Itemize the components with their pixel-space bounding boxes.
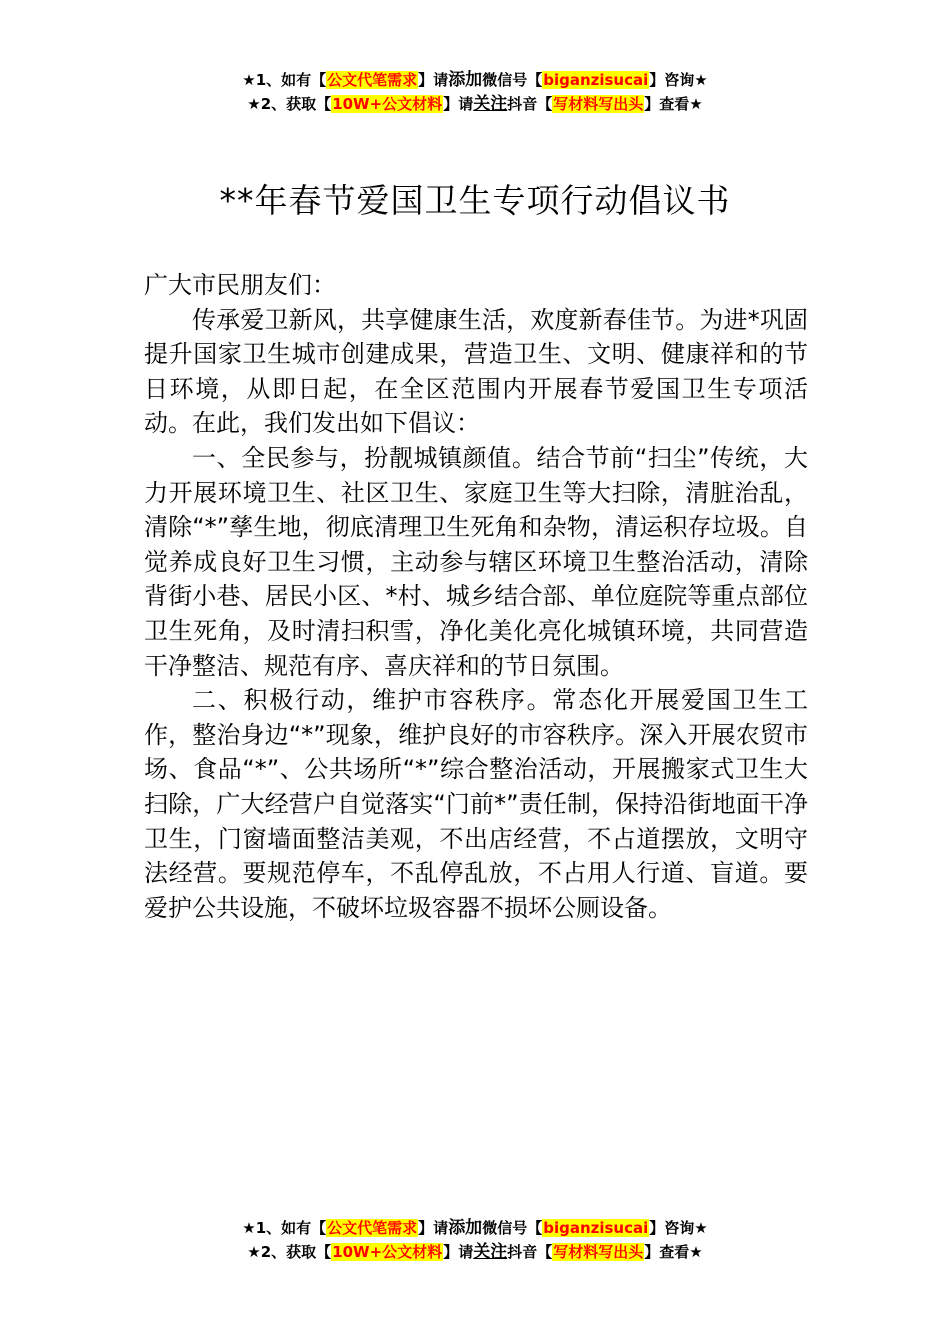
highlight-materials: 10W+公文材料 xyxy=(332,1243,443,1261)
document-title: **年春节爱国卫生专项行动倡议书 xyxy=(219,181,731,220)
highlight-service: 公文代笔需求 xyxy=(327,1219,418,1237)
highlight-douyin: 写材料写出头 xyxy=(553,1243,644,1261)
promo-line-2: ★2、获取【10W+公文材料】请关注抖音【写材料写出头】查看★ xyxy=(247,94,703,114)
paragraph-point-1: 一、全民参与，扮靓城镇颜值。结合节前“扫尘”传统，大力开展环境卫生、社区卫生、家庭卫生等大扫除，清脏治乱，清除“*”孳生地，彻底清理卫生死角和杂物，清运积存垃圾。自觉养成良好卫生习惯，主动参与辖区环境卫生整治活动，清除背街小巷、居民小区、*村、城乡结合部、单位庭院等重点部位卫生死角，及时清扫积雪，净化美化亮化城镇环境，共同营造干净整洁、规范有序、喜庆祥和的节日氛围。 xyxy=(144,443,808,680)
highlight-wechat-id: biganzisucai xyxy=(543,71,649,89)
promo-footer xyxy=(0,1216,950,1264)
highlight-service: 公文代笔需求 xyxy=(327,71,418,89)
paragraph-intro: 传承爱卫新风，共享健康生活，欢度新春佳节。为进*巩固提升国家卫生城市创建成果，营造卫生、文明、健康祥和的节日环境，从即日起，在全区范围内开展春节爱国卫生专项活动。在此，我们发出如下倡议： xyxy=(144,305,808,438)
promo-line-1: ★1、如有【公文代笔需求】请添加微信号【biganzisucai】咨询★ xyxy=(242,70,708,90)
salutation: 广大市民朋友们： xyxy=(144,271,336,299)
document-body xyxy=(144,268,808,925)
promo-line-2: ★2、获取【10W+公文材料】请关注抖音【写材料写出头】查看★ xyxy=(247,1242,703,1262)
promo-line-1: ★1、如有【公文代笔需求】请添加微信号【biganzisucai】咨询★ xyxy=(242,1218,708,1238)
highlight-douyin: 写材料写出头 xyxy=(553,95,644,113)
promo-header xyxy=(0,68,950,116)
paragraph-point-2: 二、积极行动，维护市容秩序。常态化开展爱国卫生工作，整治身边“*”现象，维护良好的市容秩序。深入开展农贸市场、食品“*”、公共场所“*”综合整治活动，开展搬家式卫生大扫除，广大经营户自觉落实“门前*”责任制，保持沿街地面干净卫生，门窗墙面整洁美观，不出店经营，不占道摆放，文明守法经营。要规范停车，不乱停乱放，不占用人行道、盲道。要爱护公共设施，不破坏垃圾容器不损坏公厕设备。 xyxy=(144,686,808,922)
highlight-wechat-id: biganzisucai xyxy=(543,1219,649,1237)
highlight-materials: 10W+公文材料 xyxy=(332,95,443,113)
